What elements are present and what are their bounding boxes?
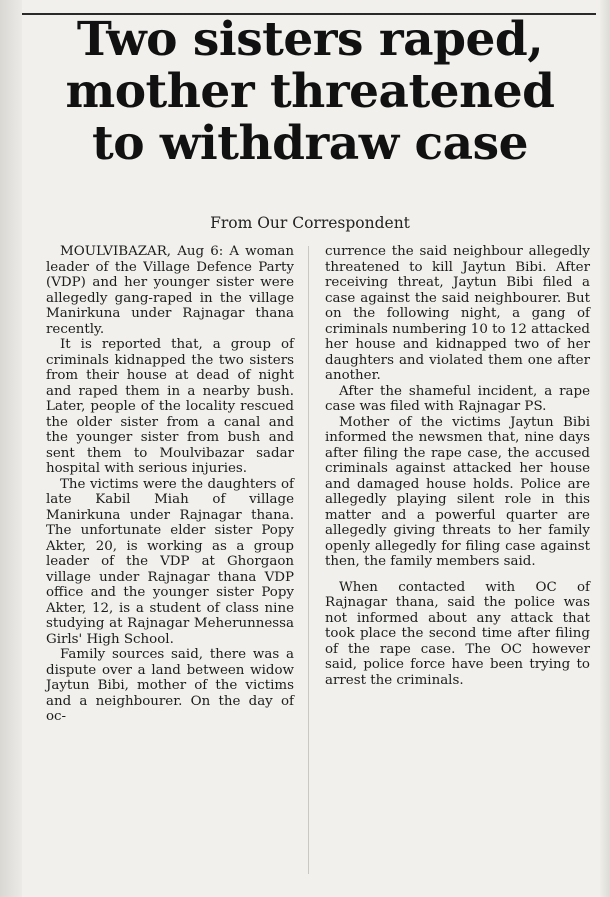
paragraph: Family sources said, there was a dispute over a land between widow Jaytun Bibi, mother of the victims and a neighbourer. On the day of oc-: [46, 647, 294, 724]
byline: From Our Correspondent: [210, 214, 410, 232]
paragraph: The victims were the daughters of late Kabil Miah of village Manirkuna under Rajnagar thana. The unfortunate elder sister Popy Akter, 20, is working as a group leader of the VDP at Ghorgaon village under Rajnagar thana VDP office and the younger sister Popy Akter, 12, is a student of class nine studying at Rajnagar Meherunnessa Girls' High School.: [46, 476, 294, 647]
paragraph: When contacted with OC of Rajnagar thana, said the police was not informed about any attack that took place the second time after filing of the rape case. The OC however said, police force have been trying to arrest the criminals.: [325, 579, 590, 688]
paragraph: currence the said neighbour allegedly threatened to kill Jaytun Bibi. After receiving threat, Jaytun Bibi filed a case against the said neighbourer. But on the following night, a gang of criminals numbering 10 to 12 attacked her house and kidnapped two of her daughters and violated them one after another.: [325, 244, 590, 383]
paragraph: Mother of the victims Jaytun Bibi informed the newsmen that, nine days after filing the rape case, the accused criminals against attacked her house and damaged house holds. Police are allegedly playing silent role in this matter and a powerful quarter are allegedly giving threats to her family openly allegedly for filing case against then, the family members said.: [325, 414, 590, 569]
column-divider: [308, 246, 309, 874]
article-column-left: [46, 244, 294, 725]
scan-shadow-left: [0, 0, 22, 897]
headline: [22, 14, 598, 170]
headline-line: Two sisters raped,: [76, 12, 544, 67]
paragraph: After the shameful incident, a rape case was filed with Rajnagar PS.: [325, 383, 590, 414]
headline-line: to withdraw case: [92, 116, 528, 171]
article-column-right: [325, 244, 590, 688]
paragraph: MOULVIBAZAR, Aug 6: A woman leader of the Village Defence Party (VDP) and her younger sister were allegedly gang-raped in the village Manirkuna under Rajnagar thana recently.: [46, 244, 294, 337]
paragraph: It is reported that, a group of criminals kidnapped the two sisters from their house at dead of night and raped them in a nearby bush. Later, people of the locality rescued the older sister from a canal and the younger sister from bush and sent them to Moulvibazar sadar hospital with serious injuries.: [46, 337, 294, 476]
scan-shadow-right: [600, 0, 610, 897]
headline-line: mother threatened: [65, 64, 555, 119]
